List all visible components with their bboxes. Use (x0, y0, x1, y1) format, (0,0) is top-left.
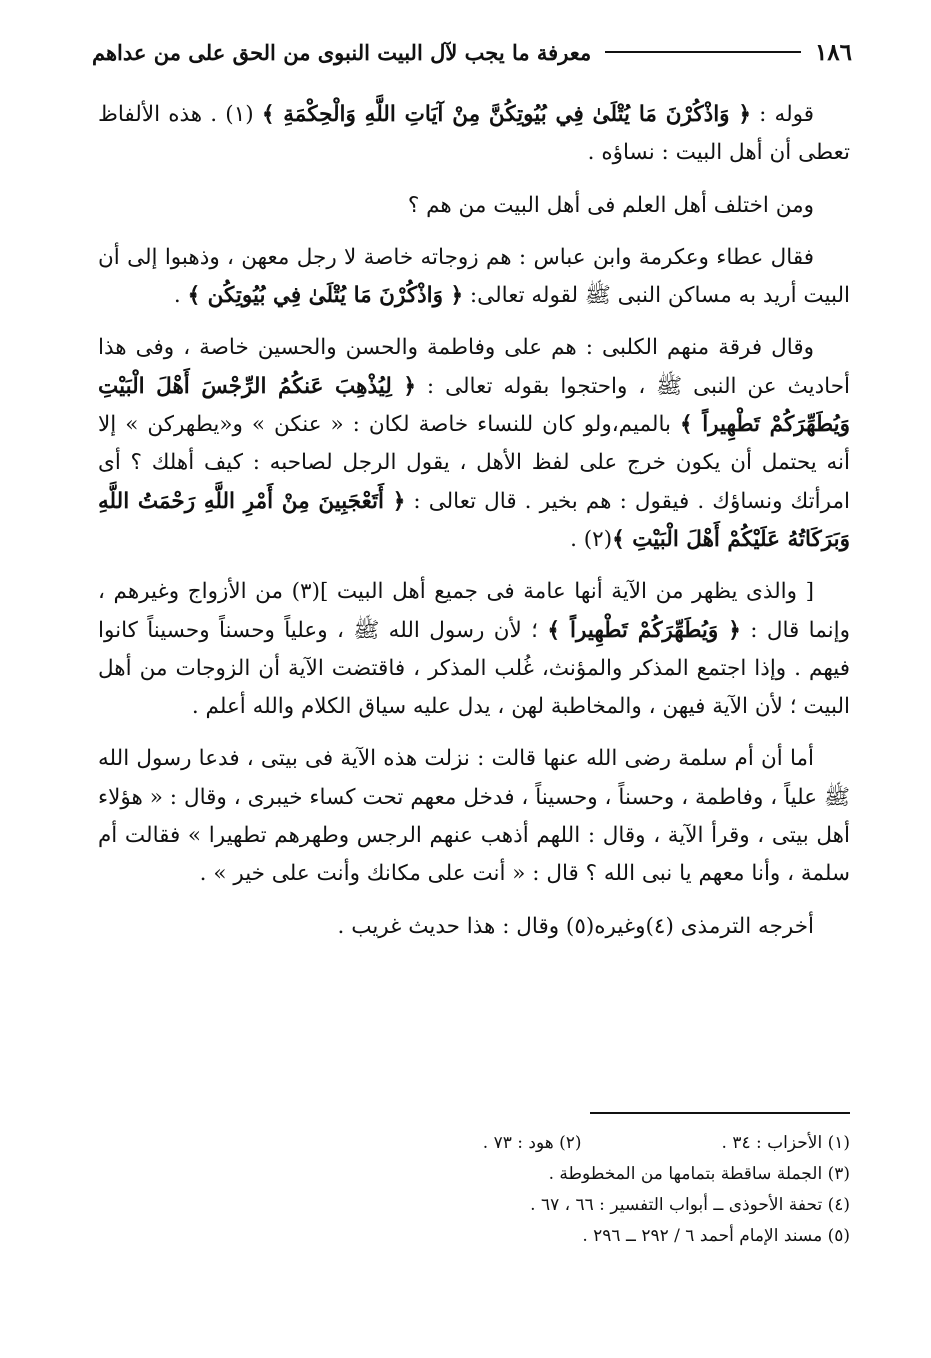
paragraph (98, 740, 850, 893)
paragraph-text: (١) . هذه الألفاظ تعطى أن أهل البيت : نساؤه . (98, 102, 850, 166)
quran-quote: ﴿ أَتَعْجَبِينَ مِنْ أَمْرِ اللَّهِ رَحْمَتُ اللَّهِ وَبَرَكَاتُهُ عَلَيْكُمْ أَهْلَ الْبَيْتِ ﴾ (98, 488, 850, 552)
page-number: ١٨٦ (814, 38, 852, 66)
footnote-2: (٢) هود : ٧٣ . (482, 1133, 582, 1153)
page-header (92, 32, 852, 72)
paragraph-text: [ والذى يظهر من الآية أنها عامة فى جميع أهل البيت ](٣) من الأزواج وغيرهم ، وإنما قال : (98, 579, 850, 643)
paragraph (98, 239, 850, 316)
running-title: معرفة ما يجب لآل البيت النبوى من الحق على من عداهم (92, 39, 592, 65)
paragraph-text: فقال عطاء وعكرمة وابن عباس : هم زوجاته خاصة لا رجل معهن ، وذهبوا إلى أن البيت أريد به مساكن النبى ﷺ لقوله تعالى: (98, 244, 850, 309)
footnotes (98, 1112, 850, 1252)
paragraph-text: قوله : (750, 102, 814, 127)
quran-quote: ﴿ وَيُطَهِّرَكُمْ تَطْهِيراً ﴾ (547, 617, 741, 643)
footnote-row (98, 1128, 850, 1159)
paragraph (98, 329, 850, 559)
quran-quote: ﴿ لِيُذْهِبَ عَنكُمُ الرِّجْسَ أَهْلَ الْبَيْتِ وَيُطَهِّرَكُمْ تَطْهِيراً ﴾ (98, 373, 850, 438)
footnote-rule (590, 1112, 850, 1114)
footnote-5: (٥) مسند الإمام أحمد ٦ / ٢٩٢ ــ ٢٩٦ . (582, 1226, 850, 1246)
paragraph (98, 908, 850, 946)
quran-quote: ﴿ وَاذْكُرْنَ مَا يُتْلَىٰ فِي بُيُوتِكُنَّ مِنْ آيَاتِ اللَّهِ وَالْحِكْمَةِ ﴾ (261, 102, 751, 127)
header-rule (605, 51, 801, 53)
paragraph-text: وقال فرقة منهم الكلبى : هم على وفاطمة والحسن والحسين خاصة ، وفى هذا أحاديث عن النبى ﷺ ، واحتجوا بقوله تعالى : (98, 335, 851, 399)
paragraph-text: ومن اختلف أهل العلم فى أهل البيت من هم ؟ (407, 192, 814, 218)
paragraph (98, 187, 850, 225)
paragraph (98, 573, 850, 726)
paragraph (98, 96, 850, 173)
paragraph-text: أما أن أم سلمة رضى الله عنها قالت : نزلت هذه الآية فى بيتى ، فدعا رسول الله ﷺ علياً ، وفاطمة ، وحسناً ، وحسيناً ، فدخل معهم تحت كساء خيبرى ، وقال : « هؤلاء أهل بيتى ، وقرأ الآية ، وقال : اللهم أذهب عنهم الرجس وطهرهم تطهيرا » فقالت أم سلمة ، وأنا معهم يا نبى الله ؟ قال : « أنت على مكانك وأنت على خير » . (98, 746, 850, 887)
paragraph-text: أخرجه الترمذى (٤)وغيره(٥) وقال : هذا حديث غريب . (337, 913, 814, 939)
footnote-4: (٤) تحفة الأحوذى ــ أبواب التفسير : ٦٦ ، ٦٧ . (530, 1195, 850, 1215)
quran-quote: ﴿ وَاذْكُرْنَ مَا يُتْلَىٰ فِي بُيُوتِكُن ﴾ (187, 283, 464, 309)
body-text (98, 96, 850, 960)
paragraph-text: . (173, 283, 188, 309)
paragraph-text: (٢) . (570, 526, 613, 552)
paragraph-text: بالميم،ولو كان للنساء خاصة لكان : « عنكن » و«يطهركن » إلا أنه يحتمل أن يكون خرج على لفظ الأهل ، يقول الرجل لصاحبه : كيف أهلك ؟ أى امرأتك ونساؤك . فيقول : هم بخير . قال تعالى : (98, 412, 850, 514)
footnote-3: (٣) الجملة ساقطة بتمامها من المخطوطة . (548, 1164, 850, 1184)
footnote-1: (١) الأحزاب : ٣٤ . (721, 1133, 850, 1153)
paragraph-text: ؛ لأن رسول الله ﷺ ، وعلياً وحسناً وحسيناً كانوا فيهم . وإذا اجتمع المذكر والمؤنث، غُلب المذكر ، فاقتضت الآية أن الزوجات من أهل البيت ؛ لأن الآية فيهن ، والمخاطبة لهن ، يدل عليه سياق الكلام والله أعلم . (98, 617, 850, 720)
